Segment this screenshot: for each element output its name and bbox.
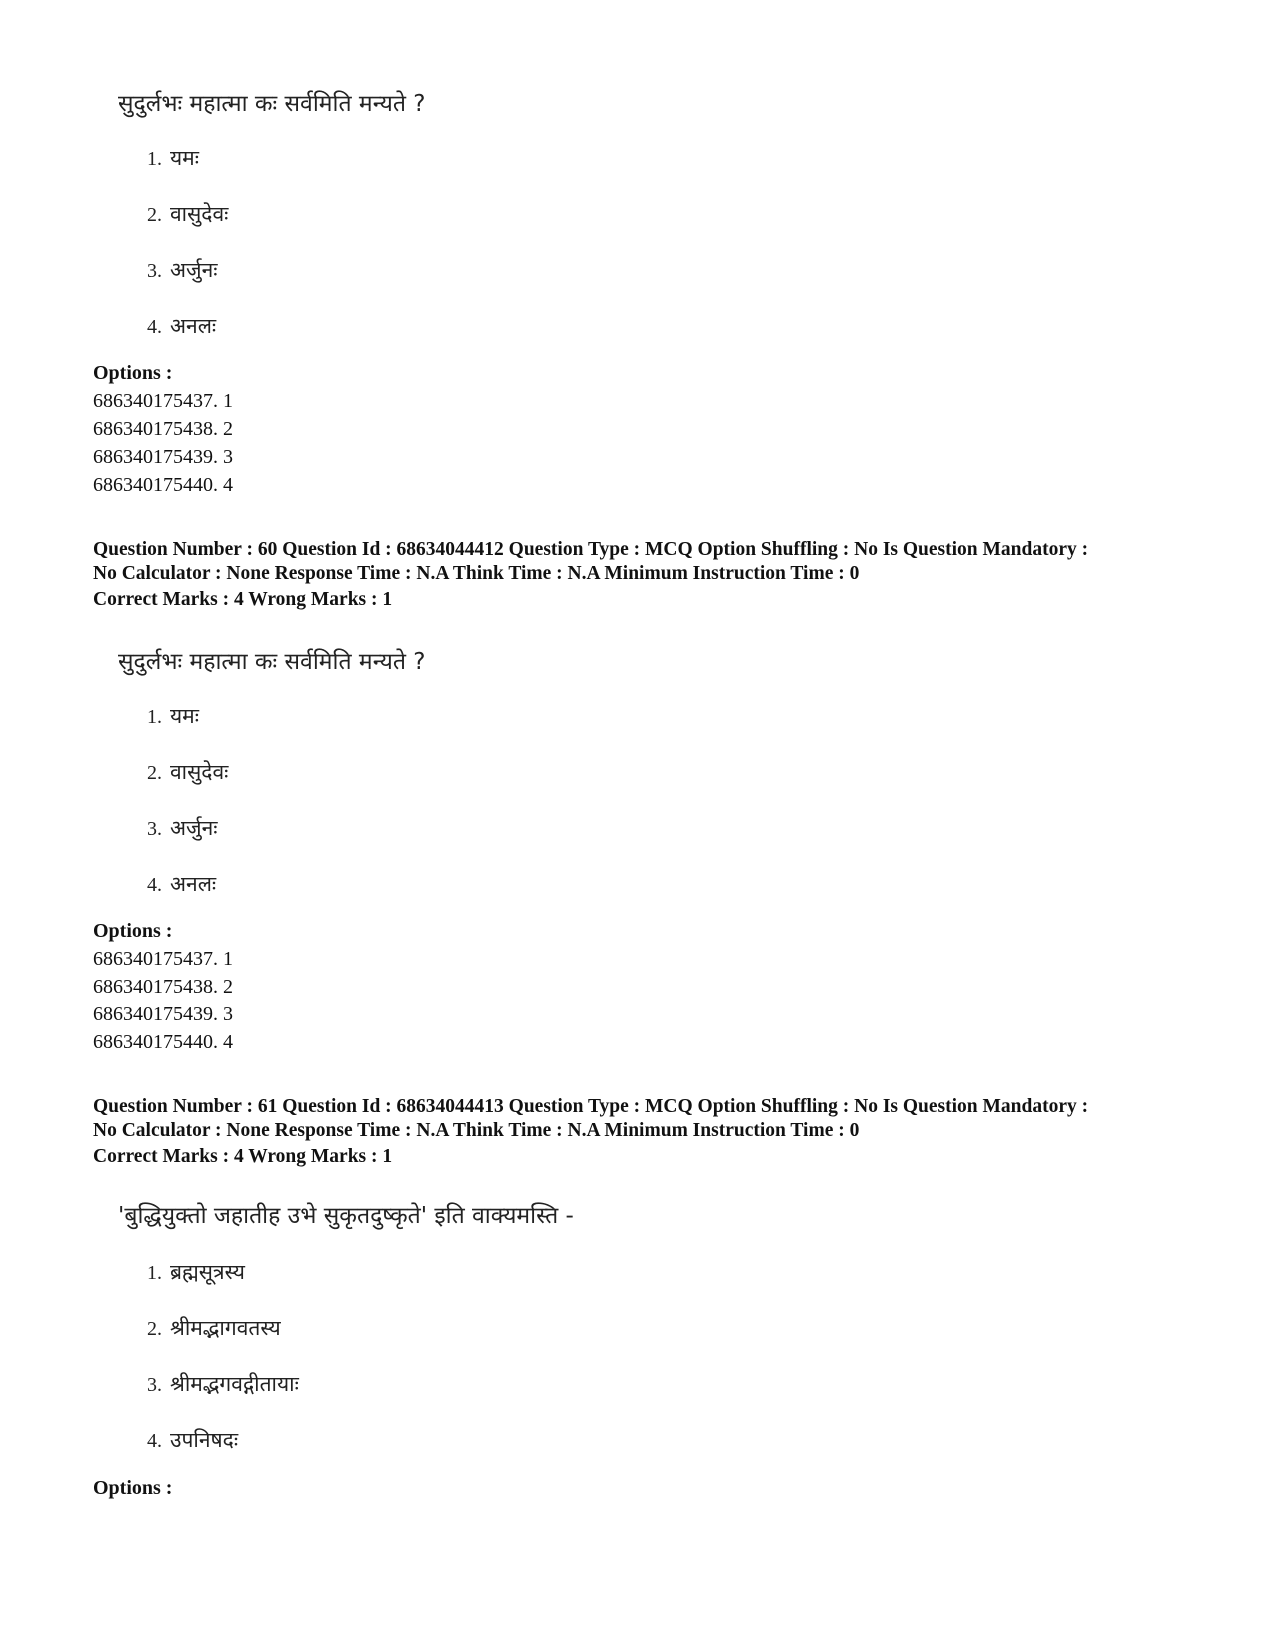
question-marks: Correct Marks : 4 Wrong Marks : 1 (93, 1146, 393, 1167)
choice-3 (147, 256, 218, 284)
question-marks: Correct Marks : 4 Wrong Marks : 1 (93, 589, 393, 610)
choice-text: अनलः (170, 872, 217, 896)
question-meta-line: Question Number : 61 Question Id : 68634044413 Question Type : MCQ Option Shuffling : No Is Question Mandatory : (93, 1096, 1089, 1117)
choice-2 (147, 200, 228, 228)
choice-1 (147, 144, 199, 172)
option-id-line: 686340175439. 3 (93, 1003, 233, 1025)
option-id-line: 686340175439. 3 (93, 446, 233, 468)
choice-text: अनलः (170, 314, 217, 338)
choice-number: 1. (147, 148, 162, 170)
option-id-line: 686340175437. 1 (93, 390, 233, 412)
choice-2 (147, 1314, 281, 1342)
choice-number: 2. (147, 1318, 162, 1340)
choice-3 (147, 814, 218, 842)
choice-1 (147, 1258, 245, 1286)
choice-number: 2. (147, 762, 162, 784)
choice-text: वासुदेवः (170, 760, 229, 784)
choice-number: 1. (147, 706, 162, 728)
choice-number: 3. (147, 1374, 162, 1396)
choice-text: यमः (170, 146, 199, 170)
choice-number: 4. (147, 1430, 162, 1452)
choice-number: 2. (147, 204, 162, 226)
option-id-line: 686340175437. 1 (93, 948, 233, 970)
options-label: Options : (93, 920, 173, 942)
choice-4 (147, 312, 216, 340)
choice-text: वासुदेवः (170, 202, 229, 226)
question-meta (93, 1095, 1203, 1143)
question-text: 'बुद्धियुक्तो जहातीह उभे सुकृतदुष्कृते' इति वाक्यमस्ति - (118, 1203, 574, 1229)
choice-number: 1. (147, 1262, 162, 1284)
question-meta (93, 538, 1203, 586)
choice-number: 3. (147, 818, 162, 840)
choice-4 (147, 870, 216, 898)
choice-number: 4. (147, 874, 162, 896)
choice-text: अर्जुनः (170, 816, 218, 840)
question-text: सुदुर्लभः महात्मा कः सर्वमिति मन्यते ? (118, 649, 426, 675)
options-label: Options : (93, 1477, 173, 1499)
choice-2 (147, 758, 228, 786)
choice-text: ब्रह्मसूत्रस्य (170, 1260, 245, 1284)
option-id-line: 686340175440. 4 (93, 1031, 233, 1053)
choice-text: अर्जुनः (170, 258, 218, 282)
choice-1 (147, 702, 199, 730)
choice-4 (147, 1426, 238, 1454)
options-label: Options : (93, 362, 173, 384)
question-meta-line: Question Number : 60 Question Id : 68634044412 Question Type : MCQ Option Shuffling : No Is Question Mandatory : (93, 539, 1089, 560)
choice-text: यमः (170, 704, 199, 728)
option-id-line: 686340175440. 4 (93, 474, 233, 496)
option-id-line: 686340175438. 2 (93, 418, 233, 440)
option-id-line: 686340175438. 2 (93, 976, 233, 998)
choice-number: 4. (147, 316, 162, 338)
choice-3 (147, 1370, 299, 1398)
question-text: सुदुर्लभः महात्मा कः सर्वमिति मन्यते ? (118, 91, 426, 117)
choice-number: 3. (147, 260, 162, 282)
choice-text: उपनिषदः (170, 1428, 239, 1452)
choice-text: श्रीमद्भगवद्गीतायाः (170, 1372, 299, 1396)
choice-text: श्रीमद्भागवतस्य (170, 1316, 281, 1340)
question-meta-line: No Calculator : None Response Time : N.A Think Time : N.A Minimum Instruction Time : 0 (93, 563, 860, 584)
question-meta-line: No Calculator : None Response Time : N.A Think Time : N.A Minimum Instruction Time : 0 (93, 1120, 860, 1141)
